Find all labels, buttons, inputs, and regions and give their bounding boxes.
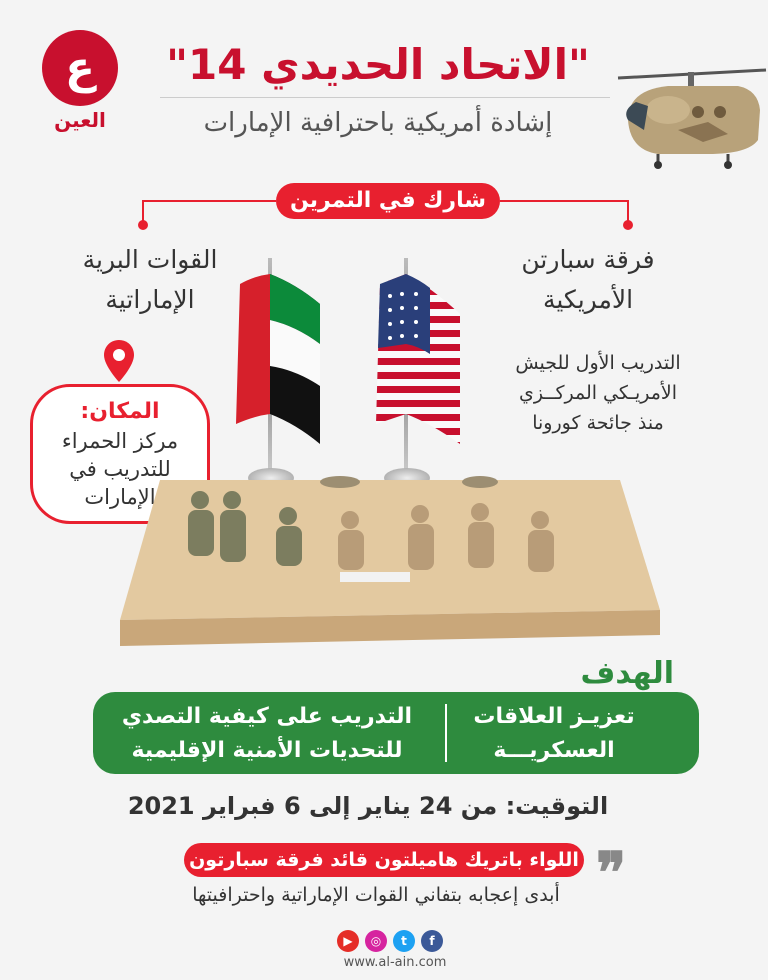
logo-letter: ع	[64, 42, 96, 94]
connector-left-drop	[142, 200, 144, 222]
quote-speaker: اللواء باتريك هاميلتون قائد فرقة سبارتون	[184, 843, 584, 877]
location-line1: مركز الحمراء	[61, 429, 179, 453]
uae-force-line1: القوات البرية	[82, 245, 218, 274]
helicopter-illustration	[608, 50, 768, 170]
location-heading: المكان:	[80, 399, 160, 424]
training-line2: الأمريـكي المركــزي	[518, 382, 678, 404]
facebook-icon[interactable]: f	[421, 930, 443, 952]
goal-item-1	[439, 700, 669, 768]
quote-statement: أبدى إعجابه بتفاني القوات الإماراتية واحترافيتها	[192, 884, 560, 906]
goal-box	[93, 692, 699, 774]
page-title: "الاتحاد الحديدي 14"	[166, 40, 590, 89]
instagram-icon[interactable]: ◎	[365, 930, 387, 952]
goal-item-2	[117, 700, 417, 768]
soldiers-desert-scene	[100, 460, 660, 650]
goal-item-2-line2: للتحديات الأمنية الإقليمية	[131, 738, 403, 763]
twitter-icon[interactable]: t	[393, 930, 415, 952]
timing-text: التوقيت: من 24 يناير إلى 6 فبراير 2021	[127, 792, 609, 820]
connector-right	[500, 200, 628, 202]
connector-right-drop	[627, 200, 629, 222]
youtube-icon[interactable]: ▶	[337, 930, 359, 952]
participants-label: شارك في التمرين	[276, 183, 500, 219]
location-line2: للتدريب في	[69, 457, 171, 481]
connector-left	[142, 200, 276, 202]
connector-right-dot	[623, 220, 633, 230]
goal-item-2-line1: التدريب على كيفية التصدي	[121, 704, 413, 729]
social-icons	[337, 930, 457, 952]
logo-name: العين	[54, 108, 106, 132]
training-line3: منذ جائحة كورونا	[532, 412, 664, 434]
us-flag-icon	[370, 274, 466, 444]
quote-mark-icon: ❞	[596, 840, 627, 906]
logo-emblem	[42, 30, 118, 106]
us-force-label	[468, 240, 708, 320]
uae-force-line2: الإماراتية	[105, 285, 195, 314]
us-force-line1: فرقة سبارتن	[521, 245, 655, 274]
training-note	[478, 348, 718, 438]
goal-item-1-line1: تعزيـز العلاقات	[473, 704, 635, 729]
website-link[interactable]: www.al-ain.com	[343, 955, 447, 970]
brand-logo	[40, 30, 120, 130]
us-force-line2: الأمريكية	[542, 285, 634, 314]
goal-heading: الهدف	[580, 656, 674, 691]
training-line1: التدريب الأول للجيش	[515, 352, 681, 374]
location-pin-icon	[104, 340, 134, 382]
goal-item-1-line2: العسكريـــة	[493, 738, 615, 763]
connector-left-dot	[138, 220, 148, 230]
title-divider	[160, 97, 610, 98]
page-subtitle: إشادة أمريكية باحترافية الإمارات	[203, 108, 553, 138]
uae-flag-icon	[230, 274, 326, 444]
uae-force-label	[60, 240, 240, 320]
location-line3: الإمارات	[84, 485, 156, 509]
goal-divider	[445, 704, 447, 762]
